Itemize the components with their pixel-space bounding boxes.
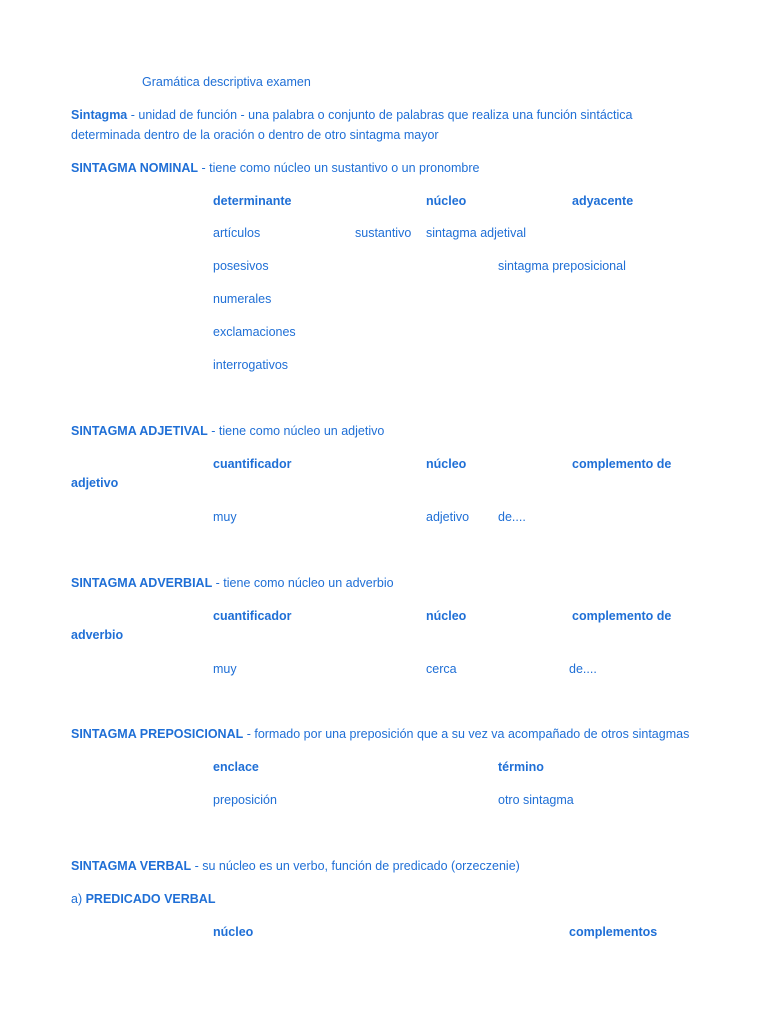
header-termino: término <box>498 760 544 774</box>
nucleo-value: sustantivo <box>355 226 412 240</box>
complemento-value: de.... <box>498 510 526 524</box>
determinante-item: artículos <box>213 226 261 240</box>
nominal-def: - tiene como núcleo un sustantivo o un pronombre <box>198 161 480 175</box>
determinante-item: posesivos <box>213 259 269 273</box>
header-adyacente: adyacente <box>572 194 634 208</box>
nominal-heading <box>71 160 480 176</box>
header-nucleo: núcleo <box>426 457 467 471</box>
determinante-item: interrogativos <box>213 358 289 372</box>
header-nucleo: núcleo <box>213 925 254 939</box>
adjetival-def: - tiene como núcleo un adjetivo <box>207 424 385 438</box>
predicado-verbal-heading <box>71 891 215 907</box>
preposicional-def: - formado por una preposición que a su vez va acompañado de otros sintagmas <box>243 727 690 741</box>
term-predicado-verbal: PREDICADO VERBAL <box>85 892 216 906</box>
term-preposicional: SINTAGMA PREPOSICIONAL <box>71 727 244 741</box>
cuantificador-value: muy <box>213 510 237 524</box>
sintagma-def-line2: determinada dentro de la oración o dentro de otro sintagma mayor <box>71 128 439 142</box>
term-adverbial: SINTAGMA ADVERBIAL <box>71 576 213 590</box>
header-complemento: complemento de <box>572 457 672 471</box>
header-cuantificador: cuantificador <box>213 609 292 623</box>
header-complementos: complementos <box>569 925 658 939</box>
adyacente-item: sintagma adjetival <box>426 226 527 240</box>
sub-prefix: a) <box>71 892 86 906</box>
complemento-value: de.... <box>569 662 597 676</box>
term-adjetival: SINTAGMA ADJETIVAL <box>71 424 208 438</box>
header-complemento: complemento de <box>572 609 672 623</box>
header-complemento-cont: adverbio <box>71 628 124 642</box>
sintagma-definition <box>71 107 632 123</box>
preposicional-heading <box>71 726 689 742</box>
adverbial-heading <box>71 575 394 591</box>
verbal-heading <box>71 858 520 874</box>
determinante-item: exclamaciones <box>213 325 296 339</box>
adyacente-item: sintagma preposicional <box>498 259 626 273</box>
verbal-def: - su núcleo es un verbo, función de predicado (orzeczenie) <box>191 859 520 873</box>
header-determinante: determinante <box>213 194 292 208</box>
adjetival-heading <box>71 423 384 439</box>
cuantificador-value: muy <box>213 662 237 676</box>
sintagma-def-text: - unidad de función - una palabra o conjunto de palabras que realiza una función sintáctica <box>127 108 633 122</box>
header-enclace: enclace <box>213 760 259 774</box>
header-nucleo: núcleo <box>426 609 467 623</box>
term-nominal: SINTAGMA NOMINAL <box>71 161 199 175</box>
page-title: Gramática descriptiva examen <box>142 75 311 89</box>
nucleo-value: cerca <box>426 662 457 676</box>
term-sintagma: Sintagma <box>71 108 128 122</box>
adverbial-def: - tiene como núcleo un adverbio <box>212 576 394 590</box>
term-verbal: SINTAGMA VERBAL <box>71 859 192 873</box>
determinante-item: numerales <box>213 292 272 306</box>
header-nucleo: núcleo <box>426 194 467 208</box>
enclace-value: preposición <box>213 793 277 807</box>
termino-value: otro sintagma <box>498 793 574 807</box>
header-cuantificador: cuantificador <box>213 457 292 471</box>
nucleo-value: adjetivo <box>426 510 470 524</box>
header-complemento-cont: adjetivo <box>71 476 119 490</box>
